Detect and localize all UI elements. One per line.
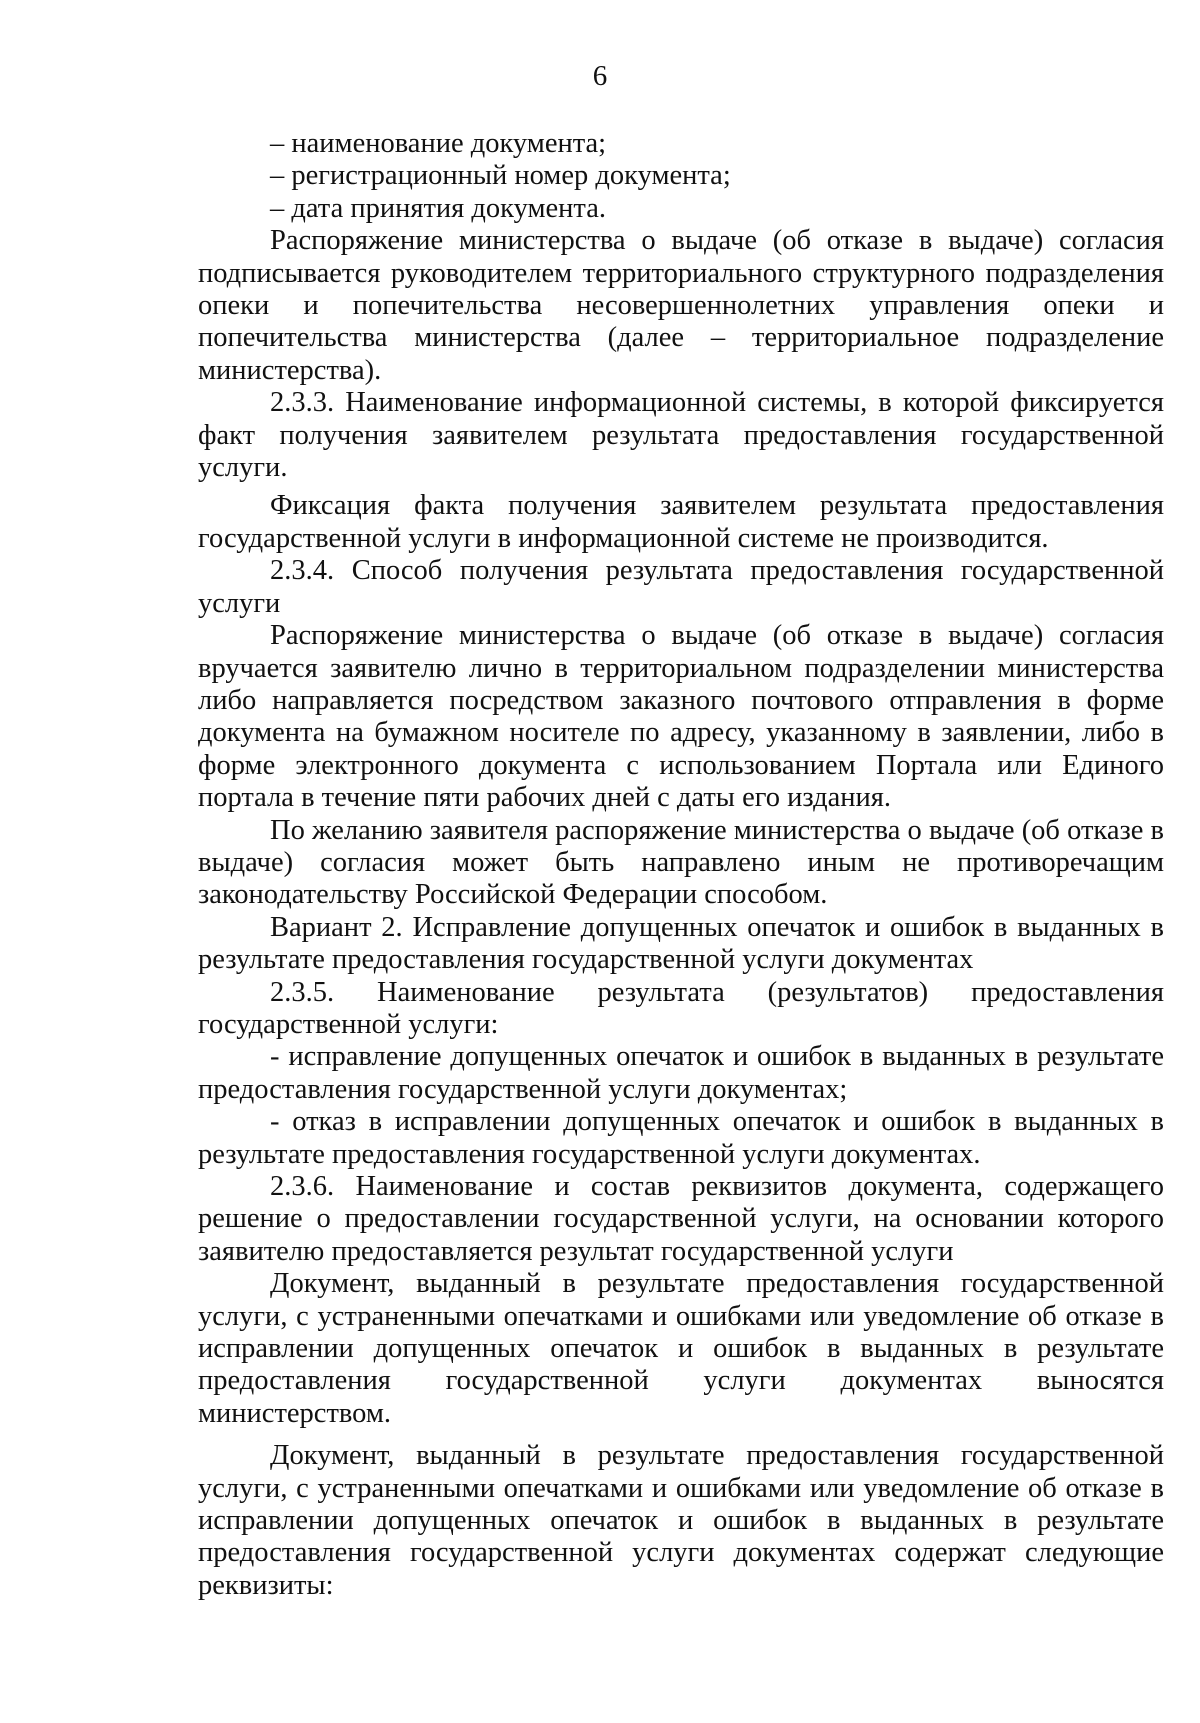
list-item-registration-number: – регистрационный номер документа; [270, 160, 731, 192]
list-item-refusal: - отказ в исправлении допущенных опечаток и ошибок в выданных в результате предоставления государственной услуги документах. [198, 1106, 1164, 1170]
list-item-correction: - исправление допущенных опечаток и ошибок в выданных в результате предоставления государственной услуги документах; [198, 1041, 1164, 1105]
list-item-adoption-date: – дата принятия документа. [270, 192, 607, 224]
paragraph-applicant-wish: По желанию заявителя распоряжение министерства о выдаче (об отказе в выдаче) согласия может быть направлено иным не противоречащим законодательству Российской Федерации способом. [198, 814, 1164, 911]
paragraph-fixation: Фиксация факта получения заявителем результата предоставления государственной услуги в информационной системе не производится. [198, 490, 1164, 554]
paragraph-delivery: Распоряжение министерства о выдаче (об отказе в выдаче) согласия вручается заявителю лично в территориальном подразделении министерства либо направляется посредством заказного почтового отправления в форме документа на бумажном носителе по адресу, указанному в заявлении, либо в форме электронного документа с использованием Портала или Единого портала в течение пяти рабочих дней с даты его издания. [198, 620, 1164, 814]
paragraph-signing: Распоряжение министерства о выдаче (об отказе в выдаче) согласия подписывается руководителем территориального структурного подразделения опеки и попечительства несовершеннолетних управления опеки и попечительства министерства (далее – территориальное подразделение министерства). [198, 225, 1164, 386]
section-2-3-5: 2.3.5. Наименование результата (результатов) предоставления государственной услуги: [198, 976, 1164, 1040]
variant-2-heading: Вариант 2. Исправление допущенных опечаток и ошибок в выданных в результате предоставления государственной услуги документах [198, 911, 1164, 976]
paragraph-document-requisites: Документ, выданный в результате предоставления государственной услуги, с устраненными опечатками и ошибками или уведомление об отказе в исправлении допущенных опечаток и ошибок в выданных в результате предоставления государственной услуги документах содержат следующие реквизиты: [198, 1440, 1164, 1601]
list-item-document-name: – наименование документа; [270, 128, 607, 159]
paragraph-document-issued: Документ, выданный в результате предоставления государственной услуги, с устраненными опечатками и ошибками или уведомление об отказе в исправлении допущенных опечаток и ошибок в выданных в результате предоставления государственной услуги документах выносятся министерством. [198, 1268, 1164, 1429]
section-2-3-6: 2.3.6. Наименование и состав реквизитов документа, содержащего решение о предоставлении государственной услуги, на основании которого заявителю предоставляется результат государственной услуги [198, 1171, 1164, 1267]
section-2-3-4: 2.3.4. Способ получения результата предоставления государственной услуги [198, 555, 1164, 619]
section-2-3-3: 2.3.3. Наименование информационной системы, в которой фиксируется факт получения заявителем результата предоставления государственной услуги. [198, 387, 1164, 484]
document-body [198, 128, 1164, 1602]
page-number: 6 [592, 60, 608, 92]
